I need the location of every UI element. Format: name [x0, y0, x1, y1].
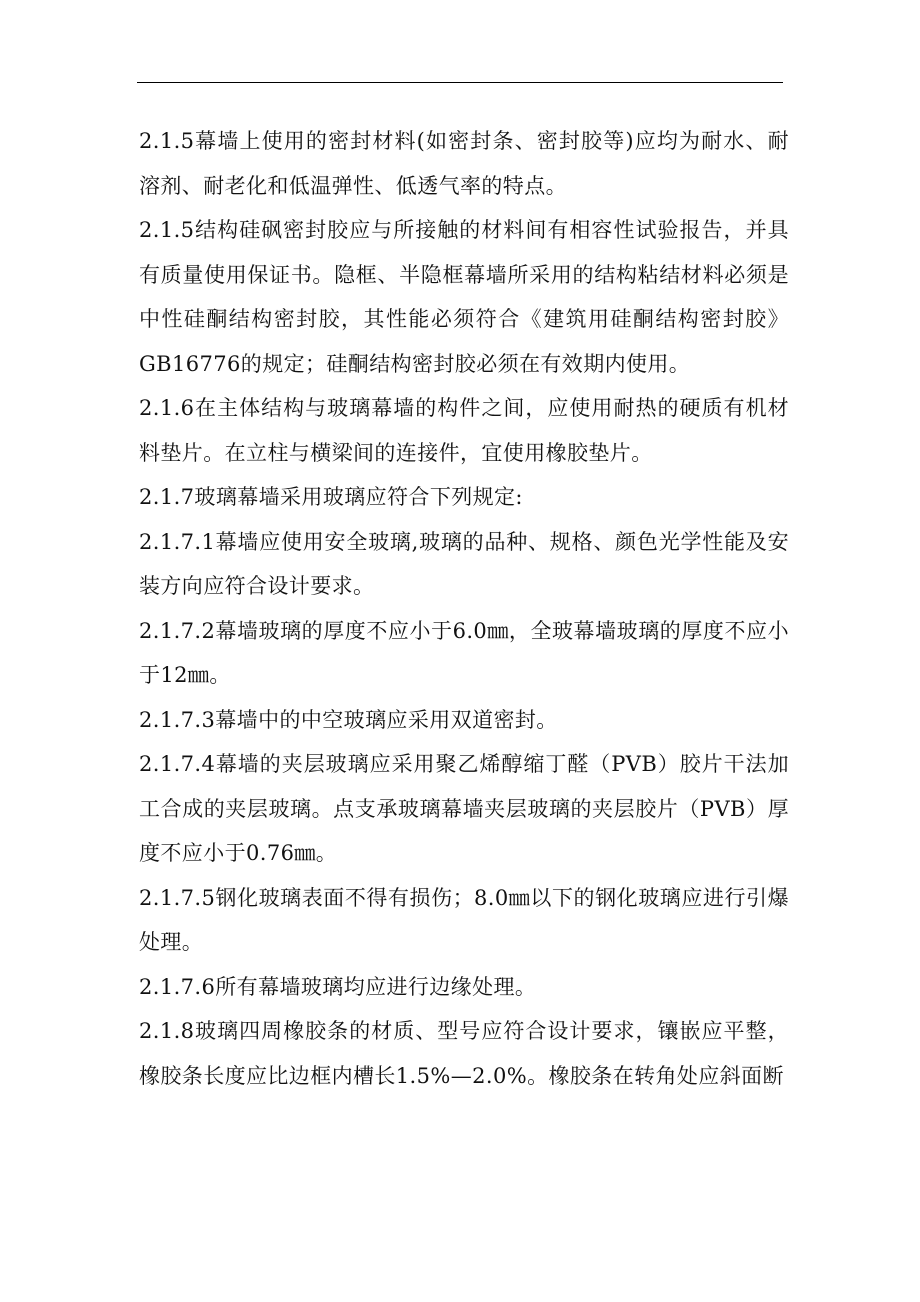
body-text: [139, 119, 789, 1098]
paragraph-2-1-7-6-edge-treatment: 2.1.7.6所有幕墙玻璃均应进行边缘处理。: [139, 974, 537, 999]
paragraph-2-1-7-3-insulating-glass: 2.1.7.3幕墙中的中空玻璃应采用双道密封。: [139, 707, 558, 732]
paragraph-2-1-7-2-glass-thickness: 2.1.7.2幕墙玻璃的厚度不应小于6.0㎜，全玻幕墙玻璃的厚度不应小于12㎜。: [139, 618, 789, 687]
header-rule: [137, 82, 783, 83]
paragraph-2-1-5-sealing-materials: 2.1.5幕墙上使用的密封材料(如密封条、密封胶等)应均为耐水、耐溶剂、耐老化和低温弹性、低透气率的特点。: [139, 129, 789, 198]
paragraph-2-1-6-gaskets: 2.1.6在主体结构与玻璃幕墙的构件之间，应使用耐热的硬质有机材料垫片。在立柱与横梁间的连接件，宜使用橡胶垫片。: [139, 396, 789, 465]
paragraph-2-1-5-structural-sealant: 2.1.5结构硅砜密封胶应与所接触的材料间有相容性试验报告，并具有质量使用保证书。隐框、半隐框幕墙所采用的结构粘结材料必须是中性硅酮结构密封胶，其性能必须符合《建筑用硅酮结构密封胶》GB16776的规定；硅酮结构密封胶必须在有效期内使用。: [139, 218, 789, 376]
paragraph-2-1-7-4-laminated-glass: 2.1.7.4幕墙的夹层玻璃应采用聚乙烯醇缩丁醛（PVB）胶片干法加工合成的夹层玻璃。点支承玻璃幕墙夹层玻璃的夹层胶片（PVB）厚度不应小于0.76㎜。: [139, 752, 789, 865]
paragraph-2-1-7-5-tempered-glass: 2.1.7.5钢化玻璃表面不得有损伤；8.0㎜以下的钢化玻璃应进行引爆处理。: [139, 885, 789, 954]
paragraph-2-1-7-1-safety-glass: 2.1.7.1幕墙应使用安全玻璃,玻璃的品种、规格、颜色光学性能及安装方向应符合设计要求。: [139, 529, 789, 598]
paragraph-2-1-8-rubber-strips: 2.1.8玻璃四周橡胶条的材质、型号应符合设计要求，镶嵌应平整，橡胶条长度应比边框内槽长1.5%—2.0%。橡胶条在转角处应斜面断: [139, 1019, 789, 1088]
paragraph-2-1-7-glass-rules: 2.1.7玻璃幕墙采用玻璃应符合下列规定:: [139, 485, 523, 509]
